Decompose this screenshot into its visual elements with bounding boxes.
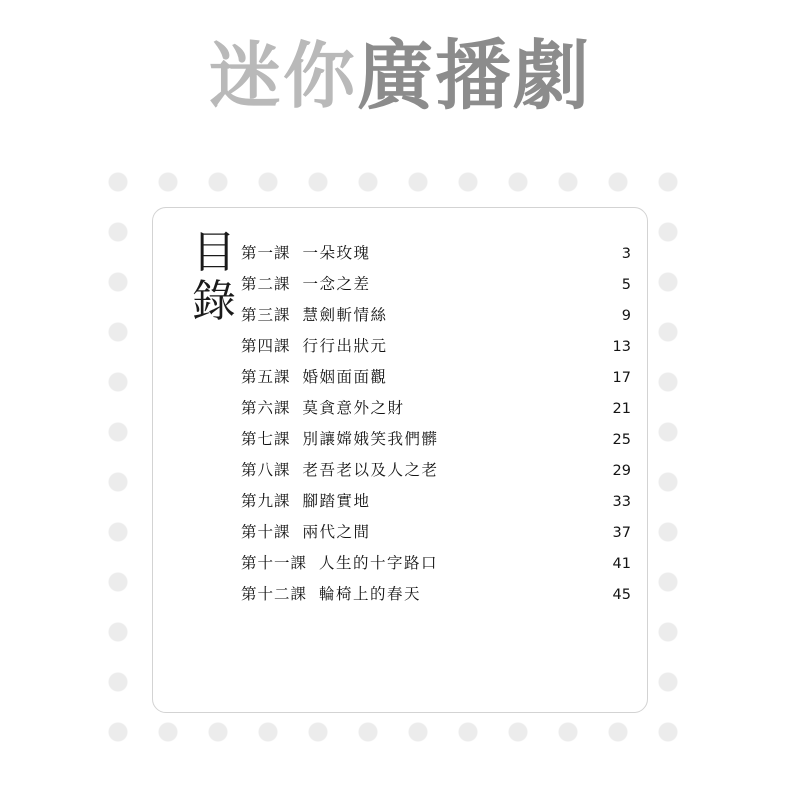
toc-entry-page: 3 (621, 246, 631, 262)
toc-entry-title: 一朵玫瑰 (302, 244, 371, 262)
toc-entry-lesson: 第五課 (241, 368, 291, 386)
toc-entry-lesson: 第二課 (241, 275, 291, 293)
page-title-part-light: 迷你 (208, 34, 357, 118)
toc-entry-lesson: 第三課 (241, 306, 291, 324)
toc-entry-lesson: 第八課 (241, 461, 291, 479)
toc-entry[interactable] (241, 548, 631, 579)
toc-entry-lesson: 第七課 (241, 430, 291, 448)
toc-entry[interactable] (241, 300, 631, 331)
toc-entry-lesson: 第九課 (241, 492, 291, 510)
toc-entry-page: 13 (612, 339, 631, 355)
page-title (0, 31, 800, 120)
toc-entry-lesson: 第四課 (241, 337, 291, 355)
toc-entry-page: 37 (612, 525, 631, 541)
toc-entry-lesson: 第十課 (241, 523, 291, 541)
toc-entry-page: 29 (612, 463, 631, 479)
toc-entry[interactable] (241, 486, 631, 517)
toc-entry[interactable] (241, 393, 631, 424)
toc-entry-page: 45 (612, 587, 631, 603)
toc-entry[interactable] (241, 362, 631, 393)
toc-entry[interactable] (241, 238, 631, 269)
toc-entry[interactable] (241, 579, 631, 610)
toc-entry-page: 21 (612, 401, 631, 417)
toc-list (241, 238, 631, 610)
toc-entry-lesson: 第十一課 (241, 554, 308, 572)
toc-heading (179, 228, 249, 327)
toc-entry-lesson: 第一課 (241, 244, 291, 262)
toc-entry[interactable] (241, 455, 631, 486)
toc-entry-page: 25 (612, 432, 631, 448)
toc-entry-title: 老吾老以及人之老 (302, 461, 439, 479)
toc-entry-page: 41 (612, 556, 631, 572)
toc-entry-page: 17 (612, 370, 631, 386)
toc-entry-title: 腳踏實地 (302, 492, 371, 510)
toc-entry[interactable] (241, 269, 631, 300)
toc-entry[interactable] (241, 331, 631, 362)
toc-entry-title: 輪椅上的春天 (319, 585, 422, 603)
toc-entry-title: 別讓嫦娥笑我們髒 (302, 430, 439, 448)
toc-heading-char-1: 目 (192, 227, 236, 278)
toc-entry-title: 一念之差 (302, 275, 371, 293)
toc-entry-title: 婚姻面面觀 (302, 368, 388, 386)
toc-heading-char-2: 錄 (192, 276, 236, 328)
table-of-contents-card (152, 207, 648, 713)
toc-entry-lesson: 第六課 (241, 399, 291, 417)
toc-entry-title: 行行出狀元 (302, 337, 388, 355)
toc-entry-page: 5 (621, 277, 631, 293)
toc-entry-title: 兩代之間 (302, 523, 371, 541)
toc-entry-page: 33 (612, 494, 631, 510)
toc-entry[interactable] (241, 517, 631, 548)
toc-entry-title: 慧劍斬情絲 (302, 306, 388, 324)
toc-entry-title: 人生的十字路口 (319, 554, 439, 572)
toc-entry-title: 莫貪意外之財 (302, 399, 405, 417)
page-title-part-dark: 廣播劇 (357, 31, 591, 120)
toc-entry[interactable] (241, 424, 631, 455)
toc-entry-page: 9 (621, 308, 631, 324)
toc-entry-lesson: 第十二課 (241, 585, 308, 603)
